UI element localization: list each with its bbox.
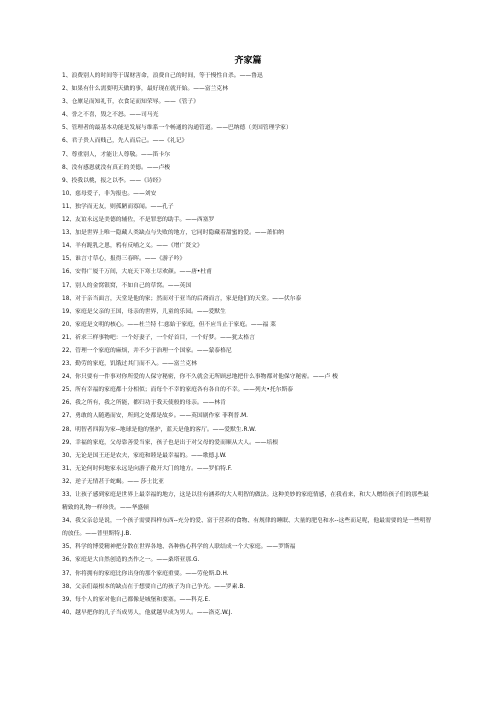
quote-entry: 5、管理者的最基本功能是发展与维系一个畅通的沟通管道。——巴纳德（美国管理学家）: [62, 125, 292, 132]
quote-entry: 10、慈母爱子，非为报也。——刘安: [62, 190, 157, 197]
quote-entry: 15、谁言寸草心，报得三春晖。——《游子吟》: [62, 256, 186, 263]
quote-entry: 7、尊重别人，才能让人尊敬。——笛卡尔: [62, 151, 171, 158]
quote-entry: 33、让孩子感到家庭是世界上最幸福的地方，这是以往有涵养的大人明智的做法。这种美妙的家庭情感，在我看来，和大人赠给孩子们的那些最精致的礼物一样珍贵。——华盛顿: [62, 492, 429, 512]
quote-entry: 32、逆子无情甚于蛇蝎。—— 莎士比亚: [62, 478, 164, 485]
quote-entry: 36、家庭是大自然创造的杰作之一。——桑塔亚那.G.: [62, 557, 200, 564]
quote-entry: 28、明智者四海为家--地球是他的堡护，蓝天是他的客厅。——爱默生.R.W.: [62, 426, 257, 433]
quote-entry: 22、管理一个家庭的麻烦，并不少于治理一个国家。——蒙泰格尼: [62, 347, 232, 354]
quote-entry: 40、越早把你的儿子当成男人，他就越早成为男人。——洛克.W.J.: [62, 609, 233, 616]
quote-entry: 6、君子贵人而贱己，先人而后己。——《礼记》: [62, 138, 188, 145]
document-title: 齐家篇: [234, 56, 262, 66]
quote-entry: 18、对于亲当面言，天堂是他的家；然而对于亚当的后裔而言，家是他们的天堂。——伏尔泰: [62, 295, 302, 302]
quote-entry: 12、友谊永远是美德的辅佐，不是罪恶的助手。——西塞罗: [62, 217, 215, 224]
quote-entry: 13、加是世界上唯一隐藏人类缺点与失败的地方，它同时隐藏着甜蜜的爱。——萧伯纳: [62, 230, 284, 237]
quote-entry: 39、每个人的家对他自己都像是城堡和要塞。——科克.E.: [62, 596, 211, 603]
quote-entry: 31、无论何时何地家永远是向游子敞开大门的地方。——罗伯特.F.: [62, 465, 232, 472]
quote-entry: 26、我之所有，我之所能，都归功于我天使般的母亲。——林肯: [62, 400, 226, 407]
quote-entry: 3、仓廪足而知礼节，衣食足而知荣辱。——《管子》: [62, 99, 200, 106]
quote-entry: 23、勤劳的家庭，饥饿过其门而不入。——富兰克林: [62, 361, 197, 368]
quote-entry: 34、我父亲总是说，一个孩子需要四样东西--充分的爱、富于营养的食物、有规律的睡眠、大量的肥皂和水--这些而足呢，他最需要的是一些明智的放任。——普里斯特.J.B.: [62, 518, 432, 538]
quote-entry: 14、羊有跪乳之恩，鸦有反哺之义。——《增广贤文》: [62, 243, 203, 250]
quote-entry: 35、科学的博爱精神把分散在世界各地、各种热心科学的人联结成一个大家庭。——罗斯福: [62, 544, 296, 551]
quote-entry: 38、父亲们最根本的缺点在于想要自己的孩子为自己争光。——罗素.B.: [62, 583, 246, 590]
quote-entry: 20、家庭是文明的核心。——杜兰特 仁慈始于家庭，但不应当止于家庭。——福 莱: [62, 321, 276, 328]
quote-list: [62, 70, 434, 620]
quote-entry: 4、誉之不喜，毁之不怒。——司马光: [62, 112, 159, 119]
quote-entry: 24、你只要有一件事对你所爱的人保守秘密，你不久就会无所顾忌地把什么事物都对他保守秘密。——卢 梭: [62, 374, 338, 381]
quote-entry: 29、幸福的家庭，父母靠善爱当家，孩子也是出于对父母的爱而顺从大人。——培根: [62, 439, 279, 446]
quote-entry: 21、祈求三样事物吧：一个好妻子，一个好首目，一个好梦。——犹太格言: [62, 334, 255, 341]
quote-entry: 17、别人的金窝银窝，不如自己的草窝。——英国: [62, 282, 192, 289]
quote-entry: 27、勇敢的人随遇而安，所到之处都是故乡。——英国剧作家 菲利普.M.: [62, 413, 249, 420]
quote-entry: 19、家庭是父亲的王国，母亲的世界，儿童的乐园。——爱默生: [62, 308, 226, 315]
quote-entry: 8、没有感恩就没有真正的美德。——卢梭: [62, 164, 171, 171]
quote-entry: 25、所有幸福的家庭都十分相似；而每个不幸的家庭各有各自的不幸。——列夫•托尔斯泰: [62, 387, 294, 394]
quote-entry: 2、如果有什么需要明天做的事，最好现在就开始。——富兰克林: [62, 86, 229, 93]
quote-entry: 1、浪费别人的时间等于谋财害命，浪费自己的时间，等于慢性自杀。——鲁迅: [62, 73, 263, 79]
quote-entry: 30、无论是国王还是农夫，家庭和睦是最幸福的。——歌德.J.W.: [62, 452, 227, 459]
quote-entry: 37、你将拥有的家庭比你出身的那个家庭重要。——劳伦斯.D.H.: [62, 570, 229, 577]
quote-entry: 11、独学而无友，则孤陋而寡闻。——孔子: [62, 203, 174, 210]
quote-entry: 9、投我以桃，报之以李。——《诗经》: [62, 177, 165, 184]
quote-entry: 16、安得广厦千万间，大庇天下寒士尽欢颜。——唐•杜甫: [62, 269, 212, 276]
